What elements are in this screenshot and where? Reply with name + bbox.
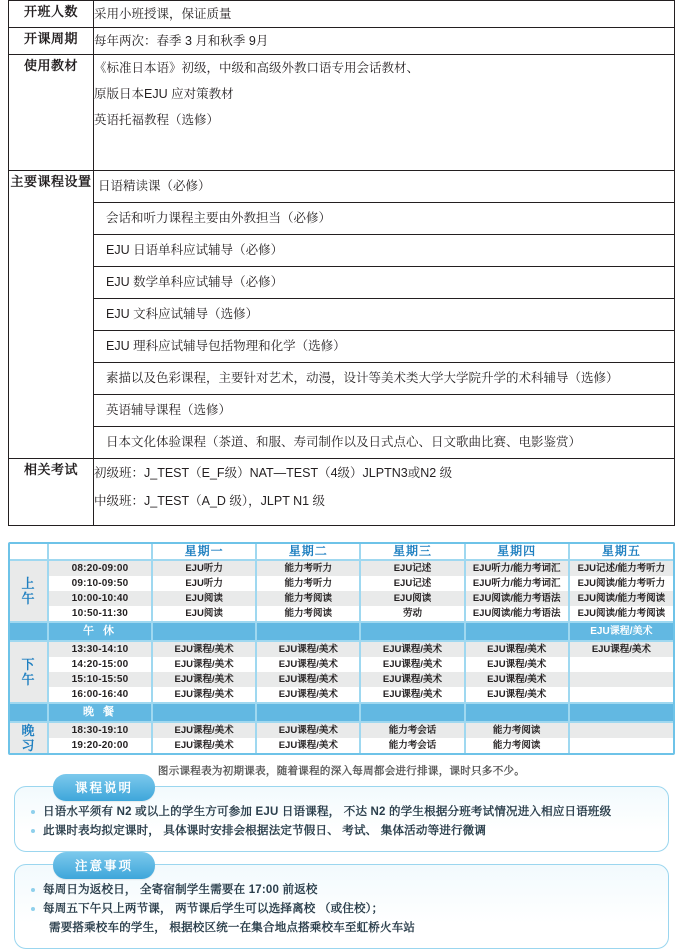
slot-time: 09:10-09:50 bbox=[48, 576, 152, 591]
row-label-class-size: 开班人数 bbox=[9, 1, 94, 28]
course-item-label: 英语辅导课程（选修） bbox=[94, 395, 674, 427]
slot-time: 16:00-16:40 bbox=[48, 687, 152, 703]
slot-cell bbox=[569, 722, 673, 738]
row-value-class-size bbox=[94, 1, 675, 28]
slot-cell: EJU阅读 bbox=[360, 591, 464, 606]
slot-cell: EJU阅读 bbox=[152, 606, 256, 622]
slot-cell: EJU课程/美术 bbox=[360, 687, 464, 703]
slot-cell: EJU阅读/能力考听力 bbox=[577, 578, 666, 589]
slot-cell: EJU课程/美术 bbox=[569, 641, 673, 657]
period-line-1: 晚 bbox=[21, 723, 36, 738]
slot-cell: 能力考听力 bbox=[256, 576, 360, 591]
slot-cell: EJU课程/美术 bbox=[152, 657, 256, 672]
lunch-cell bbox=[152, 622, 256, 641]
slot-cell: EJU阅读 bbox=[152, 591, 256, 606]
period-label-evening bbox=[10, 722, 48, 753]
slot-cell: EJU记述 bbox=[360, 560, 464, 576]
value-line: 《标准日本语》初级，中级和高级外教口语专用会话教材、 bbox=[94, 61, 420, 75]
note-text: 每周日为返校日， 全寄宿制学生需要在 17:00 前返校 bbox=[43, 884, 318, 896]
info-table-body bbox=[9, 1, 675, 526]
slot-cell: EJU课程/美术 bbox=[360, 641, 464, 657]
slot-cell: EJU课程/美术 bbox=[360, 657, 464, 672]
slot-cell: EJU听力 bbox=[152, 576, 256, 591]
header-wednesday: 星期三 bbox=[360, 544, 464, 560]
table-row bbox=[10, 722, 673, 738]
slot-time: 18:30-19:10 bbox=[48, 722, 152, 738]
dinner-spacer bbox=[10, 703, 48, 722]
table-row bbox=[10, 560, 673, 576]
slot-cell bbox=[569, 657, 673, 672]
course-notes-tab-label: 课程说明 bbox=[53, 774, 155, 801]
dinner-cell bbox=[465, 703, 569, 722]
slot-cell: EJU听力/能力考词汇 bbox=[465, 560, 569, 576]
table-row bbox=[10, 591, 673, 606]
slot-time: 14:20-15:00 bbox=[48, 657, 152, 672]
table-row bbox=[10, 672, 673, 687]
slot-time: 10:00-10:40 bbox=[48, 591, 152, 606]
dinner-cell bbox=[256, 703, 360, 722]
slot-cell: EJU课程/美术 bbox=[256, 738, 360, 753]
attention-notes-tab-label: 注意事项 bbox=[53, 852, 155, 879]
course-list-table bbox=[94, 171, 674, 458]
lunch-cell: EJU课程/美术 bbox=[569, 622, 673, 641]
lunch-break-row bbox=[10, 622, 673, 641]
period-label-morning bbox=[10, 560, 48, 622]
course-item-label: EJU 文科应试辅导（选修） bbox=[94, 299, 674, 331]
row-label-related-exams: 相关考试 bbox=[9, 459, 94, 526]
slot-cell: EJU听力 bbox=[152, 560, 256, 576]
slot-cell: EJU阅读/能力考语法 bbox=[465, 591, 569, 606]
row-label-term-cycle: 开课周期 bbox=[9, 28, 94, 55]
note-item bbox=[29, 881, 654, 900]
list-item bbox=[94, 203, 674, 235]
row-value-term-cycle bbox=[94, 28, 675, 55]
row-label-main-courses: 主要课程设置 bbox=[9, 171, 94, 459]
attention-notes-box bbox=[14, 859, 669, 949]
slot-cell: EJU课程/美术 bbox=[465, 657, 569, 672]
slot-cell: EJU阅读/能力考阅读 bbox=[569, 591, 673, 606]
slot-cell: EJU课程/美术 bbox=[152, 738, 256, 753]
row-label-textbooks: 使用教材 bbox=[9, 55, 94, 171]
table-row bbox=[9, 459, 675, 526]
table-row bbox=[9, 1, 675, 28]
list-item bbox=[94, 235, 674, 267]
slot-cell: EJU课程/美术 bbox=[152, 722, 256, 738]
list-item bbox=[94, 267, 674, 299]
slot-cell: EJU记述/能力考听力 bbox=[569, 560, 673, 576]
bullet-icon bbox=[31, 888, 35, 892]
lunch-cell bbox=[256, 622, 360, 641]
lunch-spacer bbox=[10, 622, 48, 641]
value-line: 每年两次：春季 3 月和秋季 9月 bbox=[94, 34, 269, 48]
dinner-label: 晚 餐 bbox=[48, 703, 152, 722]
period-line-2: 习 bbox=[21, 738, 36, 753]
table-row bbox=[10, 657, 673, 672]
value-line: 初级班：J_TEST（E_F级）NAT—TEST（4级）JLPTN3或N2 级 bbox=[94, 466, 453, 480]
course-item-label: 日本文化体验课程（茶道、和服、寿司制作以及日式点心、日文歌曲比赛、电影鉴赏） bbox=[106, 435, 582, 449]
slot-time: 08:20-09:00 bbox=[48, 560, 152, 576]
header-monday: 星期一 bbox=[152, 544, 256, 560]
value-line: 中级班：J_TEST（A_D 级），JLPT N1 级 bbox=[94, 494, 326, 508]
table-row bbox=[9, 28, 675, 55]
lunch-label: 午 休 bbox=[48, 622, 152, 641]
header-time-spacer bbox=[48, 544, 152, 560]
slot-cell: EJU课程/美术 bbox=[256, 641, 360, 657]
row-value-main-courses bbox=[94, 171, 675, 459]
course-item-label: 日语精读课（必修） bbox=[94, 171, 674, 203]
slot-cell: EJU课程/美术 bbox=[256, 722, 360, 738]
slot-time: 19:20-20:00 bbox=[48, 738, 152, 753]
slot-cell: 能力考阅读 bbox=[256, 591, 360, 606]
course-item-label: EJU 日语单科应试辅导（必修） bbox=[94, 235, 674, 267]
slot-cell: 能力考阅读 bbox=[465, 722, 569, 738]
header-period-spacer bbox=[10, 544, 48, 560]
lunch-cell bbox=[360, 622, 464, 641]
slot-time: 10:50-11:30 bbox=[48, 606, 152, 622]
header-tuesday: 星期二 bbox=[256, 544, 360, 560]
weekly-schedule bbox=[8, 542, 675, 755]
table-row bbox=[9, 55, 675, 171]
list-item bbox=[94, 395, 674, 427]
slot-cell: EJU课程/美术 bbox=[360, 672, 464, 687]
slot-cell: EJU课程/美术 bbox=[256, 672, 360, 687]
period-label-afternoon bbox=[10, 641, 48, 703]
dinner-cell bbox=[569, 703, 673, 722]
course-item-label: 素描以及色彩课程，主要针对艺术，动漫，设计等美术类大学大学院升学的术科辅导（选修） bbox=[94, 363, 674, 395]
table-row bbox=[9, 171, 675, 459]
table-row bbox=[10, 576, 673, 591]
program-info-table bbox=[8, 0, 675, 526]
slot-cell: EJU课程/美术 bbox=[465, 672, 569, 687]
course-list-body bbox=[94, 171, 674, 458]
slot-cell: EJU课程/美术 bbox=[256, 687, 360, 703]
slot-cell: EJU课程/美术 bbox=[152, 672, 256, 687]
slot-cell: EJU听力/能力考词汇 bbox=[465, 576, 569, 591]
slot-cell: EJU课程/美术 bbox=[152, 641, 256, 657]
table-row bbox=[10, 641, 673, 657]
value-line: 采用小班授课，保证质量 bbox=[94, 7, 232, 21]
table-row bbox=[10, 738, 673, 753]
note-text: 日语水平须有 N2 或以上的学生方可参加 EJU 日语课程， 不达 N2 的学生根据分班考试情况进入相应日语班级 bbox=[43, 806, 612, 818]
row-value-related-exams bbox=[94, 459, 675, 526]
slot-cell: EJU记述 bbox=[360, 576, 464, 591]
period-line-1: 下 bbox=[21, 657, 36, 672]
course-notes-box bbox=[14, 781, 669, 852]
course-item-label: 会话和听力课程主要由外教担当（必修） bbox=[94, 203, 674, 235]
slot-cell: EJU课程/美术 bbox=[152, 687, 256, 703]
period-line-1: 上 bbox=[21, 576, 36, 591]
row-value-textbooks bbox=[94, 55, 675, 171]
slot-cell bbox=[569, 687, 673, 703]
list-item bbox=[94, 331, 674, 363]
bullet-icon bbox=[31, 829, 35, 833]
dinner-break-row bbox=[10, 703, 673, 722]
period-line-2: 午 bbox=[21, 591, 36, 606]
slot-cell: 劳动 bbox=[360, 606, 464, 622]
dinner-cell bbox=[360, 703, 464, 722]
lunch-cell bbox=[465, 622, 569, 641]
slot-cell: 能力考阅读 bbox=[256, 606, 360, 622]
course-item-label: EJU 数学单科应试辅导（必修） bbox=[94, 267, 674, 299]
schedule-caption: 图示课程表为初期课表，随着课程的深入每周都会进行排课，课时只多不少。 bbox=[157, 765, 526, 777]
value-line: 英语托福教程（选修） bbox=[94, 113, 220, 127]
header-thursday: 星期四 bbox=[465, 544, 569, 560]
slot-cell: 能力考听力 bbox=[256, 560, 360, 576]
note-text: 每周五下午只上两节课， 两节课后学生可以选择离校 （或住校）； bbox=[43, 903, 384, 915]
list-item bbox=[94, 363, 674, 395]
slot-time: 15:10-15:50 bbox=[48, 672, 152, 687]
slot-cell: EJU阅读/能力考阅读 bbox=[577, 608, 666, 619]
list-item bbox=[94, 171, 674, 203]
header-friday: 星期五 bbox=[569, 544, 673, 560]
table-row bbox=[10, 687, 673, 703]
slot-time: 13:30-14:10 bbox=[48, 641, 152, 657]
slot-cell: EJU阅读/能力考语法 bbox=[465, 606, 569, 622]
schedule-body bbox=[10, 544, 673, 753]
note-item bbox=[29, 822, 654, 841]
value-line: 原版日本EJU 应对策教材 bbox=[94, 87, 234, 101]
schedule-table bbox=[10, 544, 673, 753]
slot-cell bbox=[569, 738, 673, 753]
course-item-label: EJU 理科应试辅导包括物理和化学（选修） bbox=[94, 331, 674, 363]
period-line-2: 午 bbox=[21, 672, 36, 687]
slot-cell: EJU课程/美术 bbox=[256, 657, 360, 672]
list-item bbox=[94, 299, 674, 331]
slot-cell: 能力考会话 bbox=[360, 738, 464, 753]
note-text-continuation: 需要搭乘校车的学生， 根据校区统一在集合地点搭乘校车至虹桥火车站 bbox=[49, 922, 416, 934]
slot-cell: EJU课程/美术 bbox=[465, 687, 569, 703]
note-item bbox=[29, 803, 654, 822]
slot-cell: 能力考会话 bbox=[360, 722, 464, 738]
bullet-icon bbox=[31, 907, 35, 911]
list-item bbox=[94, 427, 674, 459]
slot-cell: EJU课程/美术 bbox=[465, 641, 569, 657]
slot-cell: 能力考阅读 bbox=[465, 738, 569, 753]
dinner-cell bbox=[152, 703, 256, 722]
slot-cell bbox=[569, 672, 673, 687]
note-item bbox=[29, 900, 654, 938]
schedule-header-row bbox=[10, 544, 673, 560]
note-text: 此课时表均拟定课时， 具体课时安排会根据法定节假日、 考试、 集体活动等进行微调 bbox=[43, 825, 487, 837]
bullet-icon bbox=[31, 810, 35, 814]
table-row bbox=[10, 606, 673, 622]
